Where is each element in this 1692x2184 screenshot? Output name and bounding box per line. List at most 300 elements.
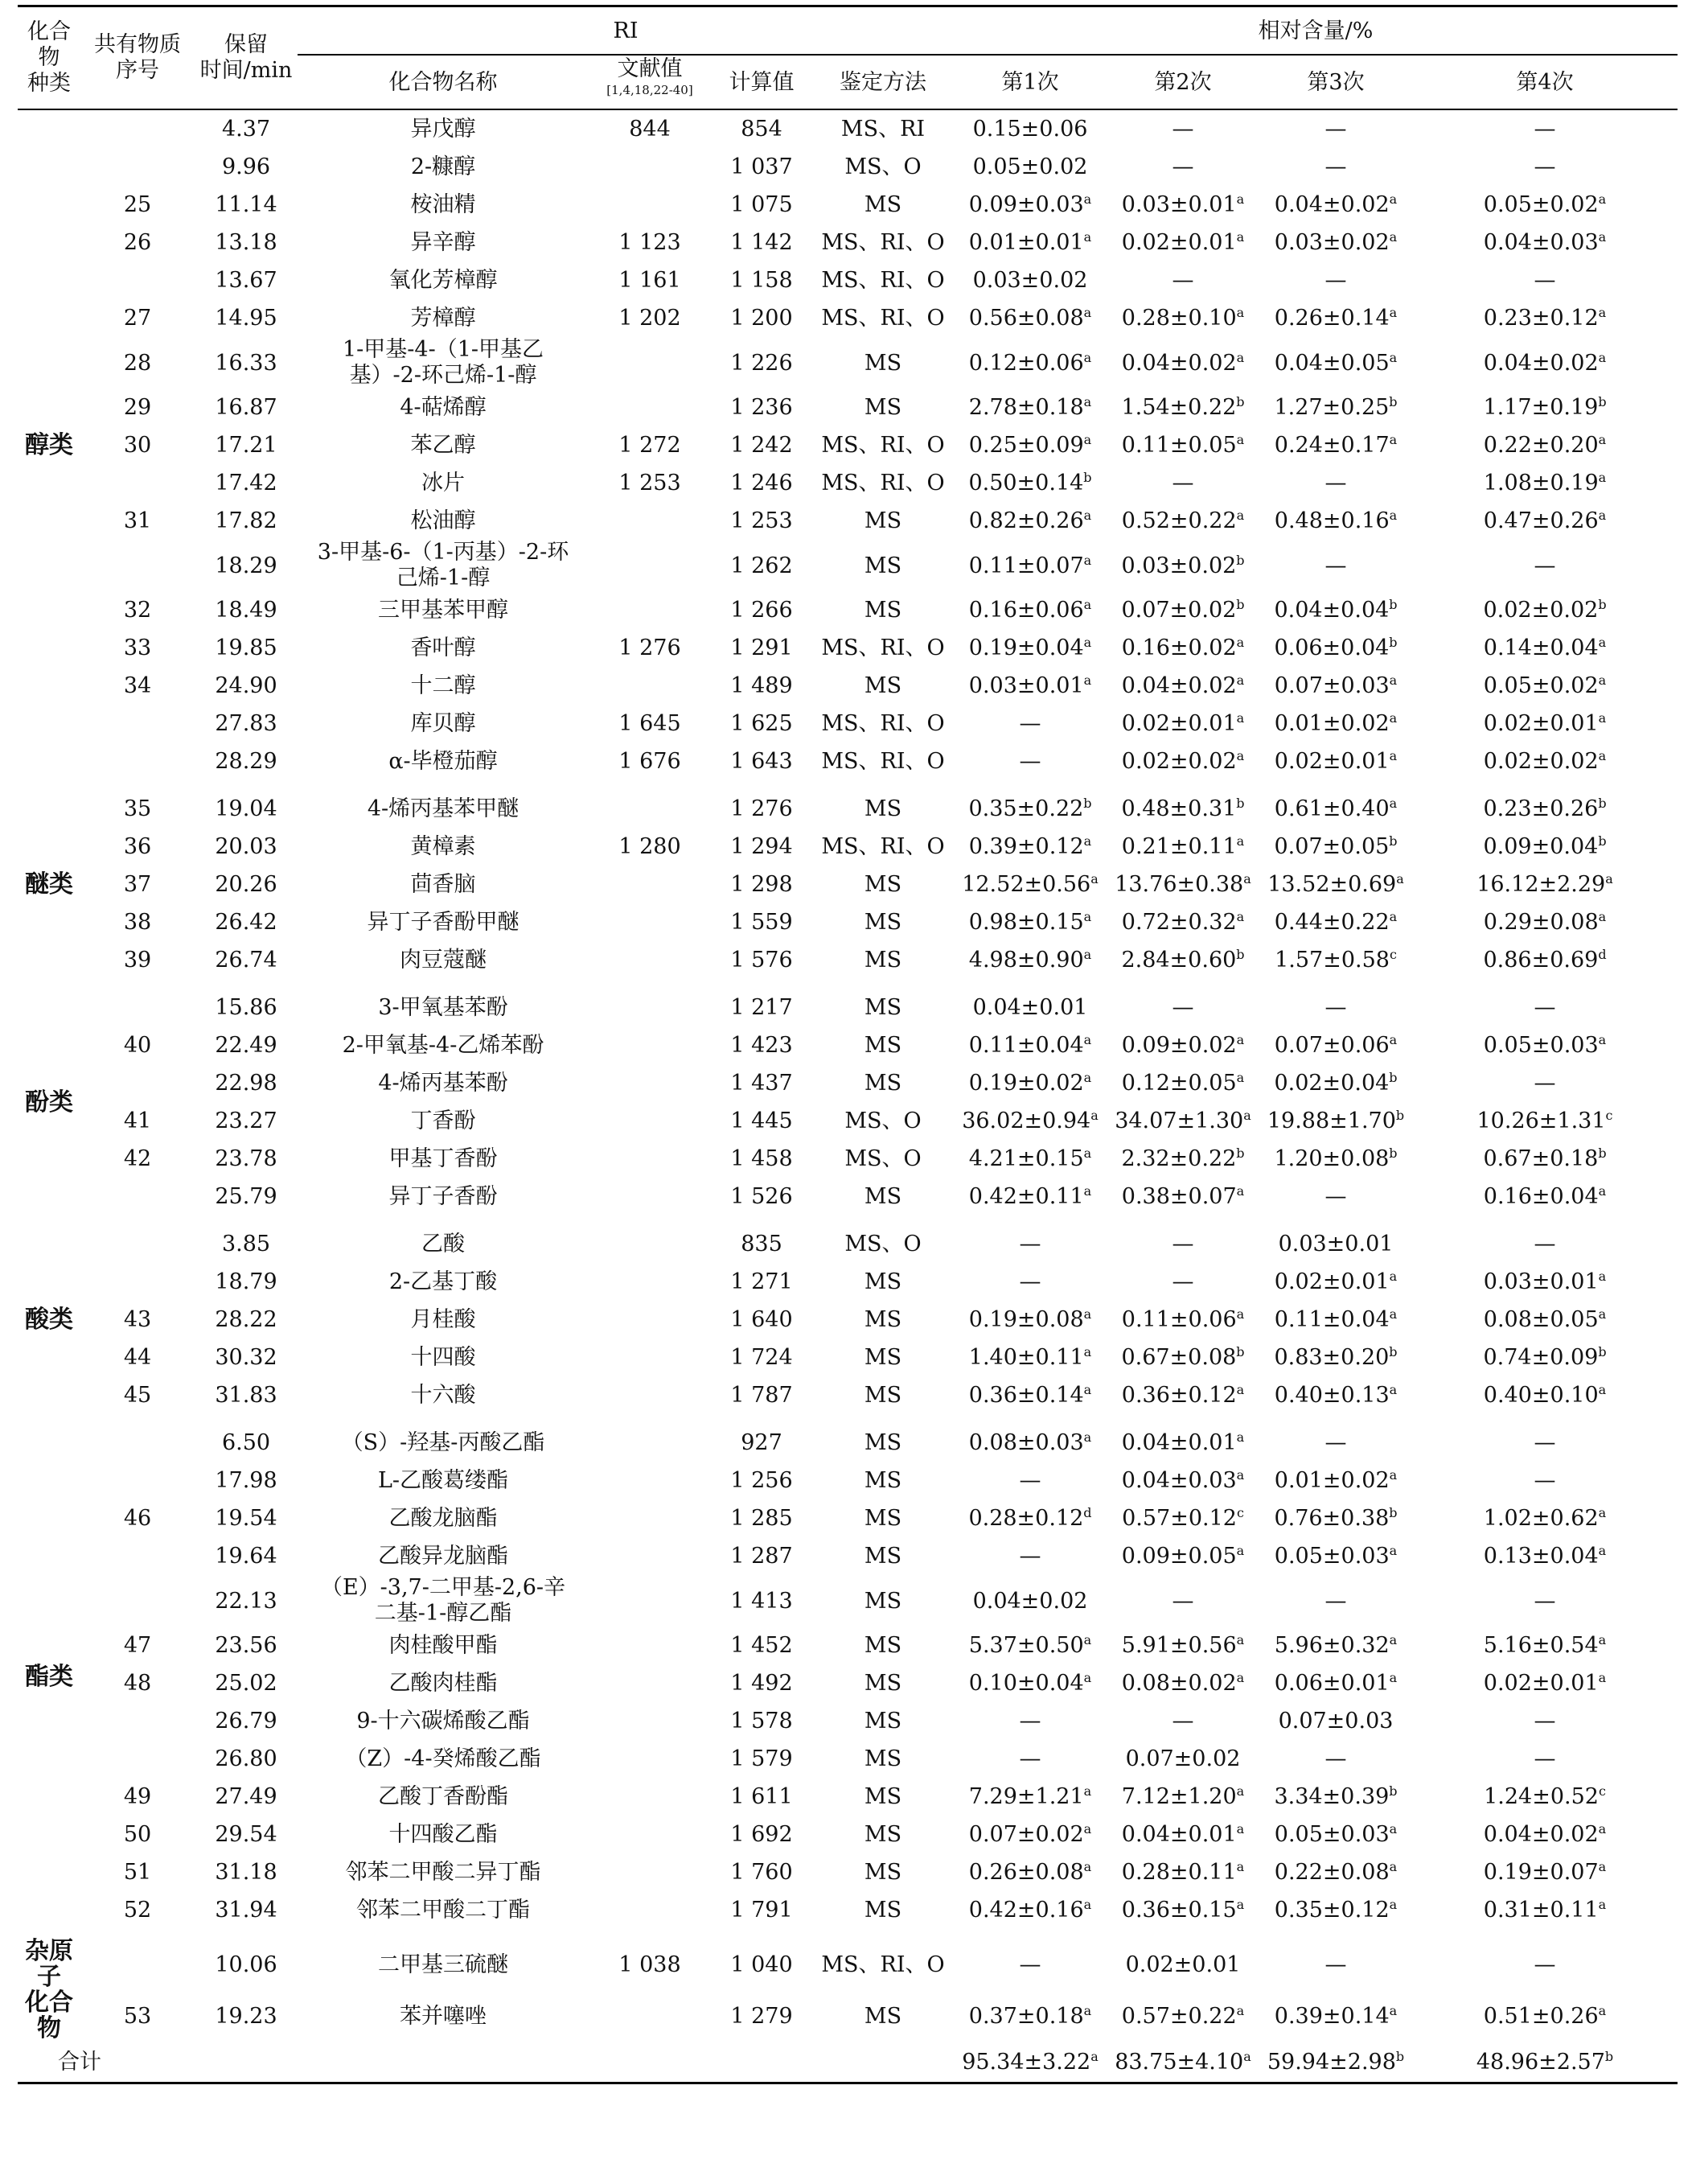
significance-letter: a (1598, 508, 1607, 523)
compound-name-cell: 4-烯丙基苯酚 (378, 1071, 508, 1096)
total-value-run-1 (954, 2042, 1107, 2083)
content-value: 12.52±0.56 (962, 872, 1091, 897)
identification-method-cell: MS (864, 1822, 902, 1847)
content-value: — (1534, 1746, 1556, 1771)
ri-literature-cell (589, 1740, 711, 1778)
table-row (18, 502, 1678, 540)
significance-letter: b (1389, 833, 1398, 849)
table-row (18, 337, 1678, 389)
significance-letter: a (1598, 1306, 1607, 1322)
relative-content-cell-run-3 (1259, 1778, 1412, 1816)
significance-letter: a (1236, 710, 1245, 726)
significance-letter: a (1236, 305, 1245, 320)
total-label: 合计 (18, 2042, 195, 2083)
relative-content-cell-run-4 (1412, 224, 1678, 261)
identification-method-cell: MS、RI、O (821, 306, 945, 331)
identification-method-cell: MS (864, 796, 902, 821)
identification-method-cell: MS (864, 2004, 902, 2030)
significance-letter: a (1389, 748, 1398, 763)
ri-literature-cell (589, 1102, 711, 1140)
compound-name-line: 己烯-1-醇 (396, 566, 491, 590)
identification-method-cell: MS (864, 553, 902, 578)
content-value: 0.19±0.02 (968, 1071, 1084, 1096)
significance-letter: a (1236, 1632, 1245, 1647)
category-cell: 酚类 (25, 1088, 73, 1117)
content-value: 0.31±0.11 (1483, 1898, 1599, 1923)
compound-name-cell: 异丁子香酚 (388, 1184, 498, 1209)
content-value: 0.22±0.08 (1274, 1860, 1390, 1885)
significance-letter: b (1236, 947, 1245, 962)
compound-name-cell: 松油醇 (410, 508, 476, 533)
relative-content-cell-run-1 (954, 464, 1107, 502)
identification-method-cell: MS (864, 1033, 902, 1058)
content-value: 0.07±0.03 (1278, 1709, 1394, 1734)
shared-no-cell: 41 (123, 1108, 152, 1133)
ri-literature-cell: 1 161 (618, 268, 681, 293)
significance-letter: a (1598, 1032, 1607, 1047)
content-value: 0.01±0.01 (968, 230, 1084, 255)
ri-literature-cell (589, 1026, 711, 1064)
identification-method-cell: MS、O (844, 1146, 922, 1171)
content-value: 0.02±0.01 (1274, 1269, 1390, 1294)
relative-content-cell-run-3 (1259, 1992, 1412, 2042)
relative-content-cell-run-3 (1259, 109, 1412, 148)
content-value: 0.86±0.69 (1483, 948, 1599, 973)
content-value: — (1324, 1952, 1347, 1978)
ri-literature-cell (589, 1140, 711, 1178)
content-value: — (1324, 117, 1347, 142)
content-value: 0.98±0.15 (968, 910, 1084, 935)
relative-content-cell-run-2 (1107, 426, 1259, 464)
identification-method-cell: MS、O (844, 1108, 922, 1133)
table-row (18, 591, 1678, 629)
ri-literature-cell (589, 337, 711, 389)
content-value: 13.76±0.38 (1115, 872, 1244, 897)
header-lit: 文献值[1,4,18,22-40] (589, 55, 711, 109)
ri-literature-cell (589, 148, 711, 186)
relative-content-cell-run-4 (1412, 1414, 1678, 1462)
content-value: — (1172, 117, 1194, 142)
shared-no-cell: 26 (123, 230, 152, 255)
ri-calculated-cell: 1 226 (730, 350, 793, 376)
content-value: 0.42±0.11 (968, 1184, 1084, 1209)
significance-letter: a (1236, 1183, 1245, 1199)
significance-letter: a (1083, 2003, 1092, 2019)
relative-content-cell-run-1 (954, 1853, 1107, 1891)
table-row (18, 261, 1678, 299)
header-category: 化合物 种类 (18, 6, 80, 110)
ri-literature-cell (589, 979, 711, 1026)
retention-time-cell: 22.49 (215, 1033, 277, 1058)
compound-name-cell: 苯乙醇 (410, 433, 476, 458)
relative-content-cell-run-2 (1107, 389, 1259, 426)
relative-content-cell-run-4 (1412, 1339, 1678, 1376)
relative-content-cell-run-2 (1107, 1414, 1259, 1462)
retention-time-cell: 30.32 (215, 1345, 277, 1370)
significance-letter: b (1598, 833, 1607, 849)
content-value: 0.04±0.01 (1121, 1430, 1237, 1455)
relative-content-cell-run-3 (1259, 1376, 1412, 1414)
relative-content-cell-run-4 (1412, 299, 1678, 337)
significance-letter: a (1389, 1382, 1398, 1397)
relative-content-cell-run-1 (954, 1740, 1107, 1778)
relative-content-cell-run-4 (1412, 1702, 1678, 1740)
relative-content-cell-run-2 (1107, 629, 1259, 667)
significance-letter: a (1083, 1897, 1092, 1912)
ri-calculated-cell: 1 298 (730, 872, 793, 897)
relative-content-cell-run-4 (1412, 1816, 1678, 1853)
significance-letter: a (1389, 1859, 1398, 1874)
relative-content-cell-run-4 (1412, 1740, 1678, 1778)
retention-time-cell: 10.06 (215, 1952, 277, 1978)
retention-time-cell: 28.29 (215, 749, 277, 774)
retention-time-cell: 18.29 (215, 553, 277, 578)
relative-content-cell-run-4 (1412, 828, 1678, 866)
table-row (18, 1499, 1678, 1537)
content-value: 3.34±0.39 (1274, 1784, 1390, 1809)
relative-content-cell-run-2 (1107, 1064, 1259, 1102)
header-relative-group: 相对含量/% (954, 6, 1678, 56)
relative-content-cell-run-1 (954, 591, 1107, 629)
shared-no-cell (80, 1537, 195, 1575)
content-value: 0.11±0.06 (1121, 1307, 1237, 1332)
relative-content-cell-run-1 (954, 1627, 1107, 1664)
relative-content-cell-run-1 (954, 1499, 1107, 1537)
ri-literature-cell: 844 (629, 117, 671, 142)
significance-letter: a (1083, 191, 1092, 207)
shared-no-cell (80, 1064, 195, 1102)
content-value: 19.88±1.70 (1267, 1108, 1396, 1133)
content-value: 0.26±0.08 (968, 1860, 1084, 1885)
table-row (18, 1740, 1678, 1778)
retention-time-cell: 11.14 (215, 192, 277, 217)
relative-content-cell-run-1 (954, 1376, 1107, 1414)
relative-content-cell-run-3 (1259, 1064, 1412, 1102)
relative-content-cell-run-1 (954, 299, 1107, 337)
content-value: 0.61±0.40 (1274, 796, 1390, 821)
significance-letter: c (1236, 1505, 1244, 1520)
content-value: — (1534, 154, 1556, 179)
relative-content-cell-run-2 (1107, 591, 1259, 629)
ri-calculated-cell: 1 611 (730, 1784, 793, 1809)
content-value: 0.07±0.02 (1125, 1746, 1241, 1771)
compound-name-cell: 二甲基三硫醚 (378, 1952, 508, 1978)
significance-letter: a (1598, 909, 1607, 924)
relative-content-cell-run-3 (1259, 629, 1412, 667)
significance-letter: b (1598, 1145, 1607, 1161)
table-row (18, 1215, 1678, 1263)
ri-calculated-cell: 1 291 (730, 635, 793, 660)
retention-time-cell: 20.26 (215, 872, 277, 897)
content-value: 0.15±0.06 (972, 117, 1088, 142)
shared-no-cell (80, 1462, 195, 1499)
relative-content-cell-run-2 (1107, 828, 1259, 866)
relative-content-cell-run-2 (1107, 464, 1259, 502)
content-value: 0.04±0.05 (1274, 350, 1390, 376)
content-value: 0.03±0.01 (1278, 1232, 1394, 1257)
significance-letter: b (1236, 1145, 1245, 1161)
shared-no-cell: 40 (123, 1033, 152, 1058)
retention-time-cell: 14.95 (215, 306, 277, 331)
identification-method-cell: MS (864, 1430, 902, 1455)
content-value: — (1534, 995, 1556, 1020)
relative-content-cell-run-3 (1259, 1740, 1412, 1778)
identification-method-cell: MS (864, 350, 902, 376)
total-value-run-4 (1412, 2042, 1678, 2083)
retention-time-cell: 20.03 (215, 834, 277, 859)
ri-literature-cell (589, 866, 711, 903)
table-body (18, 109, 1678, 2083)
ri-literature-cell (589, 1215, 711, 1263)
relative-content-cell-run-2 (1107, 780, 1259, 828)
content-value: 4.21±0.15 (968, 1146, 1084, 1171)
relative-content-cell-run-1 (954, 1064, 1107, 1102)
identification-method-cell: MS (864, 1671, 902, 1696)
table-row (18, 979, 1678, 1026)
table-row (18, 1026, 1678, 1064)
content-value: — (1019, 1468, 1041, 1493)
ri-calculated-cell: 1 266 (730, 598, 793, 623)
content-value: — (1172, 1709, 1194, 1734)
table-row (18, 1414, 1678, 1462)
significance-letter: a (1598, 1632, 1607, 1647)
identification-method-cell: MS (864, 1746, 902, 1771)
compound-name-cell: α-毕橙茄醇 (388, 749, 498, 774)
relative-content-cell-run-2 (1107, 1140, 1259, 1178)
relative-content-cell-run-2 (1107, 1178, 1259, 1215)
category-label-line: 杂原子 (25, 1937, 73, 1991)
content-value: 0.48±0.16 (1274, 508, 1390, 533)
content-value: 2.84±0.60 (1121, 948, 1237, 973)
significance-letter: a (1083, 909, 1092, 924)
significance-letter: a (1236, 748, 1245, 763)
significance-letter: a (1389, 672, 1398, 688)
identification-method-cell: MS (864, 192, 902, 217)
relative-content-cell-run-3 (1259, 464, 1412, 502)
identification-method-cell: MS、RI、O (821, 471, 945, 496)
ri-calculated-cell: 1 217 (730, 995, 793, 1020)
identification-method-cell: MS (864, 1345, 902, 1370)
shared-no-cell: 45 (123, 1383, 152, 1408)
retention-time-cell: 26.74 (215, 948, 277, 973)
shared-no-cell: 32 (123, 598, 152, 623)
table-row (18, 941, 1678, 979)
table-row (18, 299, 1678, 337)
relative-content-cell-run-3 (1259, 540, 1412, 591)
content-value: 0.04±0.02 (1483, 1822, 1599, 1847)
table-row (18, 186, 1678, 224)
compound-name-cell: （S）-羟基-丙酸乙酯 (341, 1430, 545, 1455)
retention-time-cell: 6.50 (221, 1430, 271, 1455)
relative-content-cell-run-2 (1107, 1301, 1259, 1339)
content-value: — (1534, 117, 1556, 142)
ri-literature-cell: 1 276 (618, 635, 681, 660)
relative-content-cell-run-3 (1259, 426, 1412, 464)
content-value: 34.07±1.30 (1115, 1108, 1244, 1133)
table-row (18, 1140, 1678, 1178)
shared-no-cell (80, 1215, 195, 1263)
relative-content-cell-run-3 (1259, 1537, 1412, 1575)
table-row (18, 1339, 1678, 1376)
retention-time-cell: 23.27 (215, 1108, 277, 1133)
relative-content-cell-run-4 (1412, 1627, 1678, 1664)
content-value: 0.04±0.02 (1483, 350, 1599, 376)
relative-content-cell-run-3 (1259, 1575, 1412, 1627)
shared-no-cell (80, 148, 195, 186)
content-value: 0.04±0.02 (1121, 350, 1237, 376)
content-value: 0.39±0.14 (1274, 2004, 1390, 2030)
ri-calculated-cell: 1 489 (730, 673, 793, 698)
retention-time-cell: 24.90 (215, 673, 277, 698)
significance-letter: a (1236, 229, 1245, 245)
significance-letter: b (1389, 597, 1398, 612)
content-value: 0.26±0.14 (1274, 306, 1390, 331)
compound-name-cell: 黄樟素 (410, 834, 476, 859)
relative-content-cell-run-2 (1107, 866, 1259, 903)
significance-letter: a (1236, 1382, 1245, 1397)
relative-content-cell-run-3 (1259, 1263, 1412, 1301)
content-value: 0.09±0.05 (1121, 1544, 1237, 1569)
ri-calculated-cell: 1 287 (730, 1544, 793, 1569)
content-value: 0.44±0.22 (1274, 910, 1390, 935)
significance-letter: a (1236, 1429, 1245, 1445)
significance-letter: a (1598, 229, 1607, 245)
significance-letter: a (1389, 1306, 1398, 1322)
shared-no-cell (80, 705, 195, 742)
relative-content-cell-run-1 (954, 1215, 1107, 1263)
shared-no-cell: 34 (123, 673, 152, 698)
relative-content-cell-run-4 (1412, 1140, 1678, 1178)
relative-content-cell-run-4 (1412, 464, 1678, 502)
table-row (18, 426, 1678, 464)
relative-content-cell-run-3 (1259, 261, 1412, 299)
content-value: 0.28±0.12 (968, 1506, 1084, 1531)
significance-letter: a (1389, 1670, 1398, 1685)
ri-calculated-cell: 1 413 (730, 1588, 793, 1614)
ri-calculated-cell: 1 492 (730, 1671, 793, 1696)
ri-literature-cell (589, 1263, 711, 1301)
table-row (18, 903, 1678, 941)
relative-content-cell-run-2 (1107, 261, 1259, 299)
table-header (18, 6, 1678, 110)
ri-literature-cell (589, 1702, 711, 1740)
shared-no-cell: 43 (123, 1307, 152, 1332)
compound-name-cell: 冰片 (421, 471, 465, 496)
relative-content-cell-run-3 (1259, 1627, 1412, 1664)
ri-literature-cell (589, 1537, 711, 1575)
relative-content-cell-run-3 (1259, 1102, 1412, 1140)
significance-letter: a (1083, 597, 1092, 612)
ri-literature-cell (589, 903, 711, 941)
ri-calculated-cell: 1 576 (730, 948, 793, 973)
identification-method-cell: MS、RI、O (821, 635, 945, 660)
content-value: 1.27±0.25 (1274, 395, 1390, 420)
compound-name-cell: 乙酸肉桂酯 (388, 1671, 498, 1696)
compound-name-cell: 肉豆蔻醚 (400, 948, 487, 973)
shared-no-cell: 46 (123, 1506, 152, 1531)
content-value: — (1324, 995, 1347, 1020)
relative-content-cell-run-4 (1412, 667, 1678, 705)
significance-letter: a (1598, 748, 1607, 763)
relative-content-cell-run-4 (1412, 148, 1678, 186)
compound-name-cell: 异丁子香酚甲醚 (367, 910, 520, 935)
relative-content-cell-run-2 (1107, 667, 1259, 705)
table-row (18, 1537, 1678, 1575)
ri-literature-cell (589, 1499, 711, 1537)
significance-letter: a (1083, 1382, 1092, 1397)
content-value: 0.16±0.04 (1483, 1184, 1599, 1209)
identification-method-cell: MS (864, 1071, 902, 1096)
content-value: 0.14±0.04 (1483, 635, 1599, 660)
content-value: 0.04±0.03 (1483, 230, 1599, 255)
relative-content-cell-run-1 (954, 1575, 1107, 1627)
relative-content-cell-run-2 (1107, 1263, 1259, 1301)
content-value: 0.36±0.15 (1121, 1898, 1237, 1923)
ri-calculated-cell: 1 075 (730, 192, 793, 217)
content-value: 7.29±1.21 (968, 1784, 1084, 1809)
content-value: 0.82±0.26 (968, 508, 1084, 533)
significance-letter: a (1389, 305, 1398, 320)
ri-literature-cell (589, 1816, 711, 1853)
ri-literature-cell (589, 1301, 711, 1339)
table-row (18, 1853, 1678, 1891)
table-row (18, 540, 1678, 591)
content-value: 0.37±0.18 (968, 2004, 1084, 2030)
significance-letter: b (1395, 1108, 1405, 1123)
retention-time-cell: 26.79 (215, 1709, 277, 1734)
identification-method-cell: MS (864, 1544, 902, 1569)
retention-time-cell: 22.13 (215, 1588, 277, 1614)
retention-time-cell: 19.23 (215, 2004, 277, 2030)
shared-no-cell (80, 742, 195, 780)
shared-no-cell: 49 (123, 1784, 152, 1809)
relative-content-cell-run-3 (1259, 1178, 1412, 1215)
table-row (18, 1102, 1678, 1140)
relative-content-cell-run-2 (1107, 148, 1259, 186)
content-value: 0.01±0.02 (1274, 1468, 1390, 1493)
content-value: 0.21±0.11 (1121, 834, 1237, 859)
relative-content-cell-run-1 (954, 705, 1107, 742)
relative-content-cell-run-2 (1107, 1215, 1259, 1263)
relative-content-cell-run-3 (1259, 1702, 1412, 1740)
compound-name-cell: 邻苯二甲酸二丁酯 (356, 1898, 530, 1923)
relative-content-cell-run-4 (1412, 903, 1678, 941)
relative-content-cell-run-2 (1107, 1929, 1259, 1992)
table-row (18, 1929, 1678, 1992)
content-value: 0.02±0.01 (1121, 711, 1237, 736)
content-value: 0.48±0.31 (1121, 796, 1237, 821)
significance-letter: a (1083, 1429, 1092, 1445)
relative-content-cell-run-3 (1259, 866, 1412, 903)
ri-literature-cell (589, 1853, 711, 1891)
ri-calculated-cell: 1 526 (730, 1184, 793, 1209)
identification-method-cell: MS (864, 872, 902, 897)
total-spacer (195, 2042, 954, 2083)
shared-no-cell (80, 1702, 195, 1740)
header-name: 化合物名称 (298, 55, 589, 109)
ri-calculated-cell: 1 253 (730, 508, 793, 533)
significance-letter: a (1389, 1467, 1398, 1483)
content-value: 1.54±0.22 (1121, 395, 1237, 420)
content-value: — (1172, 1232, 1194, 1257)
table-row (18, 1301, 1678, 1339)
retention-time-cell: 19.85 (215, 635, 277, 660)
significance-letter: b (1598, 1344, 1607, 1359)
relative-content-cell-run-4 (1412, 1376, 1678, 1414)
retention-time-cell: 19.54 (215, 1506, 277, 1531)
relative-content-cell-run-3 (1259, 299, 1412, 337)
significance-letter: a (1083, 1632, 1092, 1647)
